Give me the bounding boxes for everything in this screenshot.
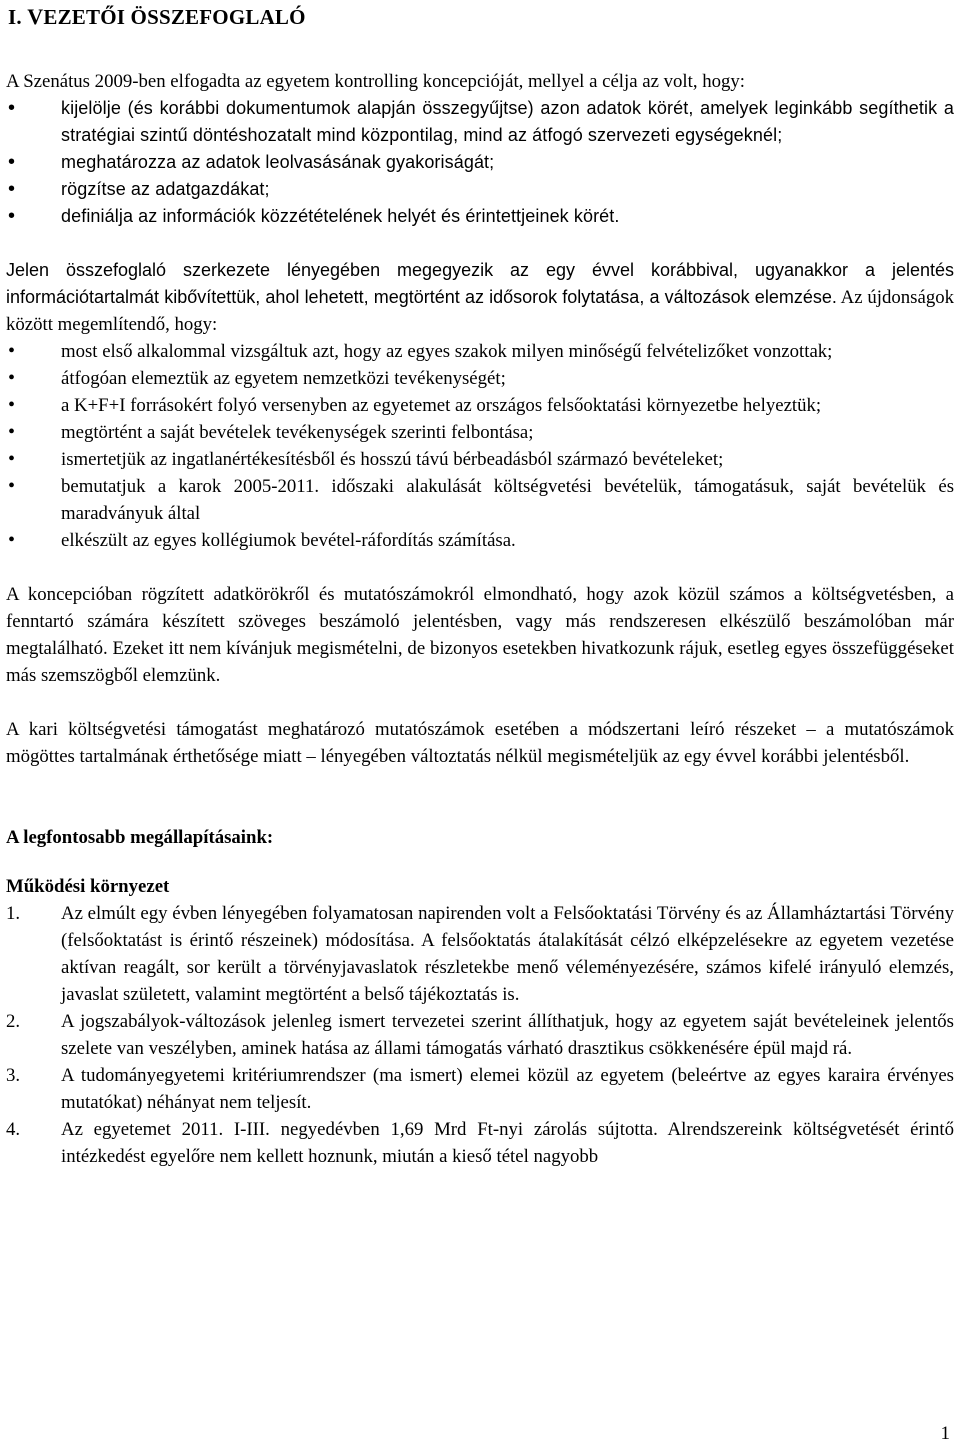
news-bullet-list (6, 338, 954, 554)
structure-paragraph (6, 257, 954, 338)
list-item-text: Az egyetemet 2011. I-III. negyedévben 1,69 Mrd Ft-nyi zárolás sújtotta. Alrendszereink költségvetését érintő intézkedést egyelőre nem kellett hoznunk, miután a kieső tétel nagyobb (61, 1119, 954, 1167)
list-item-number: 2. (6, 1011, 21, 1032)
section-heading (8, 2, 954, 32)
heading-rest: EZETŐI ÖSSZEFOGLALÓ (43, 5, 306, 29)
list-item: • most első alkalommal vizsgáltuk azt, hogy az egyes szakok milyen minőségű felvételizőket vonzottak; (6, 338, 954, 365)
page-number: 1 (940, 1423, 950, 1444)
list-item-text: Az elmúlt egy évben lényegében folyamatosan napirenden volt a Felsőoktatási Törvény és az Államháztartási Törvény (felsőoktatást is érintő részeinek) módosítása. A felsőoktatás átalakítását célzó elképzelésekre az egyetem vezetése aktívan reagált, sor került a törvényjavaslatok részletekbe menő véleményezésére, számos kifelé irányuló elemzés, javaslat született, valamint megtörtént a belső tájékoztatás is. (61, 903, 954, 1005)
heading-first-letter: V (27, 4, 44, 29)
list-item: • megtörtént a saját bevételek tevékenységek szerinti felbontása; (6, 419, 954, 446)
list-item-number: 1. (6, 903, 21, 924)
structure-paragraph-sans: Jelen összefoglaló szerkezete lényegében megegyezik az egy évvel korábbival, ugyanakkor a jelentés információtartalmát kibővítettük, ahol lehetett, megtörtént az idősorok folytatása, a változások elemzése. (6, 260, 954, 307)
list-item-text: A jogszabályok-változások jelenleg ismert tervezetei szerint állíthatjuk, hogy az egyetem saját bevételeinek jelentős szelete van veszélyben, aminek hatása az állami támogatás várható drasztikus csökkenésére épül majd rá. (61, 1011, 954, 1059)
list-item-text: A tudományegyetemi kritériumrendszer (ma ismert) elemei közül az egyetem (beleértve az egyes karaira érvényes mutatókat) néhányat nem teljesít. (61, 1065, 954, 1113)
list-item: • definiálja az információk közzétételének helyét és érintettjeinek körét. (6, 203, 954, 230)
list-item: • ismertetjük az ingatlanértékesítésből és hosszú távú bérbeadásból származó bevételeket; (6, 446, 954, 473)
environment-heading: Működési környezet (6, 876, 170, 897)
methodology-paragraph: A kari költségvetési támogatást meghatározó mutatószámok esetében a módszertani leíró részeket – a mutatószámok mögöttes tartalmának érthetősége miatt – lényegében változtatás nélkül megismételjük az egy évvel korábbi jelentésből. (6, 719, 954, 767)
list-item: • bemutatjuk a karok 2005-2011. időszaki alakulását költségvetési bevételük, támogatásuk, saját bevételük és maradványuk által (6, 473, 954, 527)
list-item: • rögzítse az adatgazdákat; (6, 176, 954, 203)
list-item-number: 3. (6, 1065, 21, 1086)
list-item (6, 1062, 954, 1116)
heading-number: I. (8, 5, 22, 29)
intro-bullet-list (6, 95, 954, 230)
list-item: • a K+F+I forrásokért folyó versenyben az egyetemet az országos felsőoktatási környezetbe helyeztük; (6, 392, 954, 419)
findings-heading: A legfontosabb megállapításaink: (6, 827, 274, 848)
intro-paragraph: A Szenátus 2009-ben elfogadta az egyetem kontrolling koncepcióját, mellyel a célja az volt, hogy: (6, 71, 746, 92)
list-item (6, 1008, 954, 1062)
list-item: • meghatározza az adatok leolvasásának gyakoriságát; (6, 149, 954, 176)
list-item (6, 1116, 954, 1170)
list-item (6, 900, 954, 1008)
structure-paragraph-serif: Az újdonságok között megemlítendő, hogy: (6, 287, 954, 335)
list-item-number: 4. (6, 1119, 21, 1140)
list-item: • átfogóan elemeztük az egyetem nemzetközi tevékenységét; (6, 365, 954, 392)
list-item: • kijelölje (és korábbi dokumentumok alapján összegyűjtse) azon adatok körét, amelyek leginkább segíthetik a stratégiai szintű döntéshozatalt mind központilag, mind az átfogó szervezeti egységeknél; (6, 95, 954, 149)
list-item: • elkészült az egyes kollégiumok bevétel-ráfordítás számítása. (6, 527, 954, 554)
concept-paragraph: A koncepcióban rögzített adatkörökről és mutatószámokról elmondható, hogy azok közül számos a költségvetésben, a fenntartó számára készített szöveges beszámoló jelentésben, vagy más rendszeresen elkészülő beszámolóban már megtalálható. Ezeket itt nem kívánjuk megismételni, de bizonyos esetekben hivatkozunk rájuk, esetleg egyes összefüggéseket más szemszögből elemzünk. (6, 584, 954, 686)
findings-numbered-list (6, 900, 954, 1170)
